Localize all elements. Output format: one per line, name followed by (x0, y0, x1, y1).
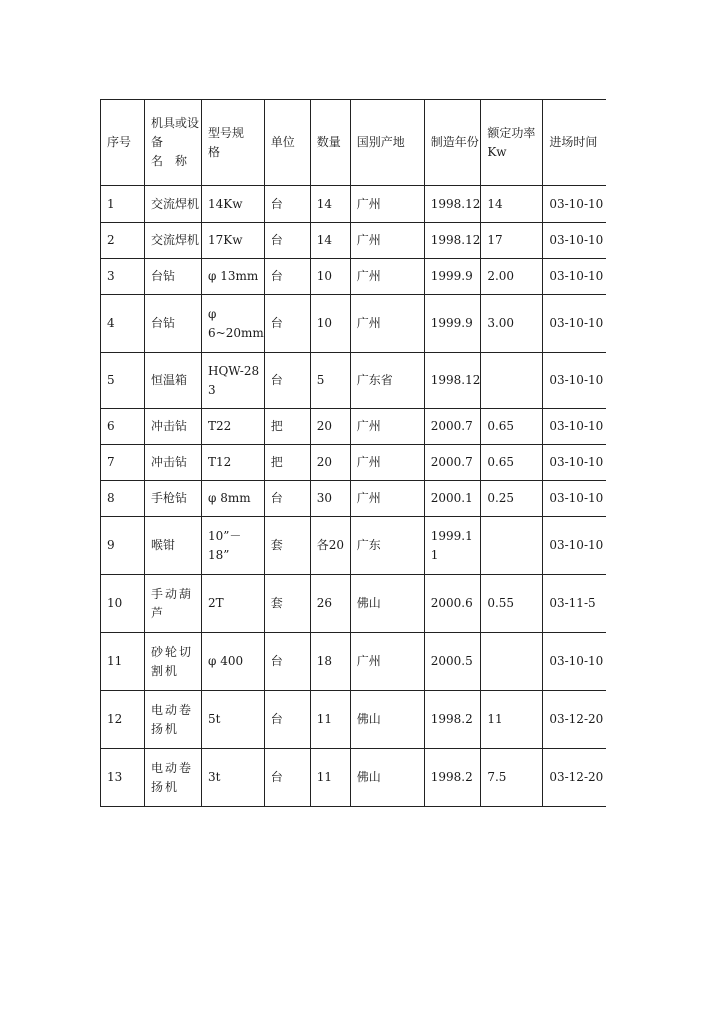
cell-origin: 佛山 (350, 691, 424, 749)
cell-rated-power (481, 517, 543, 575)
cell-equipment-name: 电动卷 扬机 (145, 749, 202, 807)
table-row (101, 353, 606, 409)
cell-origin: 广州 (350, 259, 424, 295)
cell-equipment-name: 电动卷 扬机 (145, 691, 202, 749)
cell-arrival-date: 03-10-10 (543, 223, 606, 259)
cell-rated-power: 0.65 (481, 409, 543, 445)
cell-unit: 套 (264, 517, 310, 575)
cell-unit: 台 (264, 749, 310, 807)
header-cell-unit: 单位 (264, 100, 310, 186)
cell-quantity: 14 (310, 223, 350, 259)
cell-manufacture-year: 1998.12 (424, 223, 481, 259)
cell-unit: 台 (264, 633, 310, 691)
cell-unit: 台 (264, 223, 310, 259)
equipment-table (100, 99, 606, 807)
cell-arrival-date: 03-10-10 (543, 445, 606, 481)
cell-manufacture-year: 1998.2 (424, 749, 481, 807)
cell-rated-power (481, 633, 543, 691)
header-cell-origin: 国别产地 (350, 100, 424, 186)
cell-unit: 台 (264, 186, 310, 223)
cell-arrival-date: 03-12-20 (543, 749, 606, 807)
cell-quantity: 30 (310, 481, 350, 517)
cell-model-spec: 3t (202, 749, 265, 807)
cell-manufacture-year: 1999.1 1 (424, 517, 481, 575)
cell-rated-power: 0.25 (481, 481, 543, 517)
cell-rated-power: 11 (481, 691, 543, 749)
cell-arrival-date: 03-10-10 (543, 186, 606, 223)
cell-index: 4 (101, 295, 145, 353)
cell-unit: 台 (264, 481, 310, 517)
cell-equipment-name: 台钻 (145, 259, 202, 295)
cell-rated-power: 0.65 (481, 445, 543, 481)
cell-index: 1 (101, 186, 145, 223)
cell-model-spec: 14Kw (202, 186, 265, 223)
table-row (101, 186, 606, 223)
cell-manufacture-year: 2000.7 (424, 445, 481, 481)
table-row (101, 409, 606, 445)
cell-rated-power: 0.55 (481, 575, 543, 633)
cell-index: 3 (101, 259, 145, 295)
cell-arrival-date: 03-12-20 (543, 691, 606, 749)
cell-arrival-date: 03-10-10 (543, 481, 606, 517)
cell-model-spec: φ 8mm (202, 481, 265, 517)
header-cell-manufacture-year: 制造年份 (424, 100, 481, 186)
cell-equipment-name: 冲击钻 (145, 445, 202, 481)
cell-model-spec: T12 (202, 445, 265, 481)
header-cell-model-spec: 型号规 格 (202, 100, 265, 186)
cell-index: 5 (101, 353, 145, 409)
cell-origin: 佛山 (350, 749, 424, 807)
cell-quantity: 14 (310, 186, 350, 223)
cell-model-spec: 5t (202, 691, 265, 749)
cell-manufacture-year: 2000.7 (424, 409, 481, 445)
cell-rated-power: 3.00 (481, 295, 543, 353)
cell-arrival-date: 03-10-10 (543, 517, 606, 575)
cell-origin: 广州 (350, 481, 424, 517)
header-cell-rated-power: 额定功率 Kw (481, 100, 543, 186)
cell-manufacture-year: 1998.2 (424, 691, 481, 749)
cell-model-spec: 2T (202, 575, 265, 633)
cell-model-spec: φ 6~20mm (202, 295, 265, 353)
cell-arrival-date: 03-11-5 (543, 575, 606, 633)
table-row (101, 691, 606, 749)
cell-model-spec: T22 (202, 409, 265, 445)
header-cell-arrival-date: 进场时间 (543, 100, 606, 186)
cell-equipment-name: 交流焊机 (145, 186, 202, 223)
cell-manufacture-year: 1998.12 (424, 353, 481, 409)
cell-origin: 广东 (350, 517, 424, 575)
cell-equipment-name: 喉钳 (145, 517, 202, 575)
table-row (101, 259, 606, 295)
cell-origin: 广州 (350, 223, 424, 259)
cell-quantity: 10 (310, 259, 350, 295)
cell-manufacture-year: 1999.9 (424, 259, 481, 295)
cell-arrival-date: 03-10-10 (543, 295, 606, 353)
cell-equipment-name: 砂轮切 割机 (145, 633, 202, 691)
cell-quantity: 各20 (310, 517, 350, 575)
cell-unit: 台 (264, 295, 310, 353)
cell-unit: 台 (264, 353, 310, 409)
cell-rated-power: 7.5 (481, 749, 543, 807)
cell-manufacture-year: 2000.1 (424, 481, 481, 517)
cell-arrival-date: 03-10-10 (543, 353, 606, 409)
cell-equipment-name: 手动葫 芦 (145, 575, 202, 633)
cell-unit: 台 (264, 259, 310, 295)
cell-index: 2 (101, 223, 145, 259)
cell-quantity: 20 (310, 409, 350, 445)
cell-quantity: 18 (310, 633, 350, 691)
cell-quantity: 10 (310, 295, 350, 353)
cell-index: 9 (101, 517, 145, 575)
header-cell-index: 序号 (101, 100, 145, 186)
cell-unit: 把 (264, 445, 310, 481)
table-row (101, 223, 606, 259)
table-row (101, 575, 606, 633)
cell-equipment-name: 恒温箱 (145, 353, 202, 409)
cell-equipment-name: 交流焊机 (145, 223, 202, 259)
cell-origin: 广州 (350, 186, 424, 223)
cell-index: 8 (101, 481, 145, 517)
table-row (101, 517, 606, 575)
cell-index: 7 (101, 445, 145, 481)
cell-quantity: 26 (310, 575, 350, 633)
cell-unit: 套 (264, 575, 310, 633)
cell-model-spec: 10”－ 18” (202, 517, 265, 575)
cell-model-spec: 17Kw (202, 223, 265, 259)
table-header-row (101, 100, 606, 186)
cell-arrival-date: 03-10-10 (543, 409, 606, 445)
cell-equipment-name: 冲击钻 (145, 409, 202, 445)
cell-origin: 广州 (350, 633, 424, 691)
header-cell-equipment-name: 机具或设 备 名 称 (145, 100, 202, 186)
cell-manufacture-year: 2000.5 (424, 633, 481, 691)
cell-unit: 台 (264, 691, 310, 749)
cell-rated-power: 2.00 (481, 259, 543, 295)
cell-origin: 广州 (350, 445, 424, 481)
table-row (101, 445, 606, 481)
cell-index: 6 (101, 409, 145, 445)
cell-model-spec: φ 13mm (202, 259, 265, 295)
cell-origin: 广东省 (350, 353, 424, 409)
cell-arrival-date: 03-10-10 (543, 259, 606, 295)
cell-index: 10 (101, 575, 145, 633)
cell-quantity: 11 (310, 749, 350, 807)
table-row (101, 295, 606, 353)
table-row (101, 749, 606, 807)
cell-model-spec: HQW-28 3 (202, 353, 265, 409)
cell-rated-power: 14 (481, 186, 543, 223)
cell-rated-power (481, 353, 543, 409)
cell-index: 12 (101, 691, 145, 749)
cell-index: 11 (101, 633, 145, 691)
table-row (101, 633, 606, 691)
cell-quantity: 11 (310, 691, 350, 749)
cell-origin: 广州 (350, 295, 424, 353)
cell-quantity: 5 (310, 353, 350, 409)
cell-origin: 广州 (350, 409, 424, 445)
cell-manufacture-year: 1999.9 (424, 295, 481, 353)
cell-manufacture-year: 1998.12 (424, 186, 481, 223)
cell-equipment-name: 台钻 (145, 295, 202, 353)
cell-origin: 佛山 (350, 575, 424, 633)
table-row (101, 481, 606, 517)
cell-arrival-date: 03-10-10 (543, 633, 606, 691)
cell-rated-power: 17 (481, 223, 543, 259)
cell-equipment-name: 手枪钻 (145, 481, 202, 517)
cell-model-spec: φ 400 (202, 633, 265, 691)
cell-quantity: 20 (310, 445, 350, 481)
cell-manufacture-year: 2000.6 (424, 575, 481, 633)
cell-unit: 把 (264, 409, 310, 445)
cell-index: 13 (101, 749, 145, 807)
header-cell-quantity: 数量 (310, 100, 350, 186)
